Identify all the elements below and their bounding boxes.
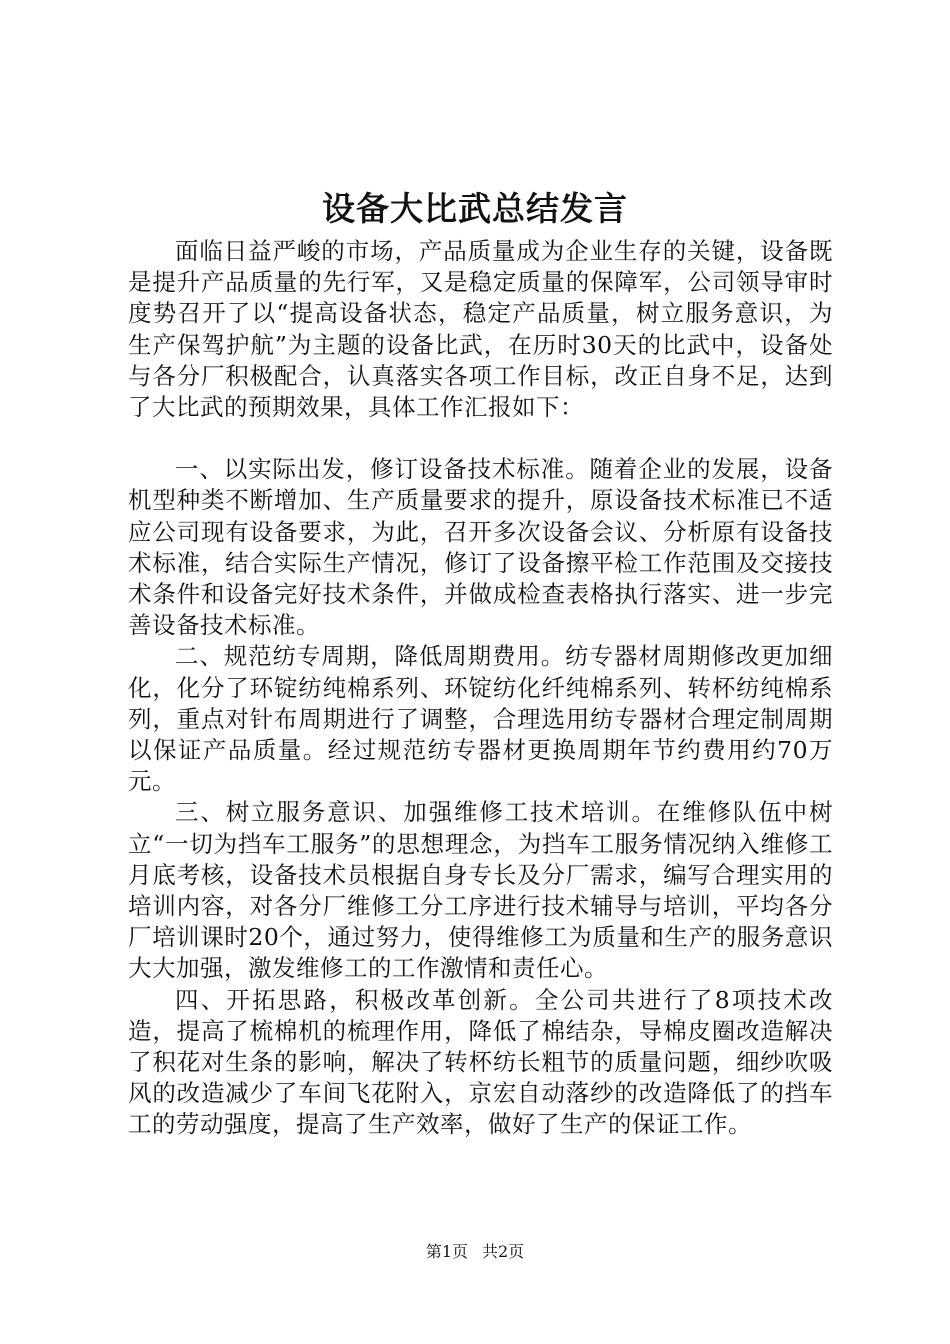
page-total: 共2页	[482, 1242, 525, 1261]
section-paragraph-1: 一、以实际出发，修订设备技术标准。随着企业的发展，设备机型种类不断增加、生产质量要求的提升，原设备技术标准已不适应公司现有设备要求，为此，召开多次设备会议、分析原有设备技术标准，结合实际生产情况，修订了设备擦平检工作范围及交接技术条件和设备完好技术条件，并做成检查表格执行落实、进一步完善设备技术标准。	[128, 455, 833, 640]
page-number: 第1页	[425, 1242, 468, 1261]
page-footer	[0, 1241, 950, 1263]
section-paragraph-4: 四、开拓思路，积极改革创新。全公司共进行了8项技术改造，提高了梳棉机的梳理作用，降低了棉结杂，导棉皮圈改造解决了积花对生条的影响，解决了转杯纺长粗节的质量问题，细纱吹吸风的改造减少了车间飞花附入，京宏自动落纱的改造降低了的挡车工的劳动强度，提高了生产效率，做好了生产的保证工作。	[128, 985, 833, 1139]
section-paragraph-3: 三、树立服务意识、加强维修工技术培训。在维修队伍中树立“一切为挡车工服务”的思想理念，为挡车工服务情况纳入维修工月底考核，设备技术员根据自身专长及分厂需求，编写合理实用的培训内容，对各分厂维修工分工序进行技术辅导与培训，平均各分厂培训课时20个，通过努力，使得维修工为质量和生产的服务意识大大加强，激发维修工的工作激情和责任心。	[128, 798, 833, 983]
intro-paragraph: 面临日益严峻的市场，产品质量成为企业生存的关键，设备既是提升产品质量的先行军，又是稳定质量的保障军，公司领导审时度势召开了以“提高设备状态，稳定产品质量，树立服务意识，为生产保驾护航”为主题的设备比武，在历时30天的比武中，设备处与各分厂积极配合，认真落实各项工作目标，改正自身不足，达到了大比武的预期效果，具体工作汇报如下：	[128, 237, 833, 422]
document-title: 设备大比武总结发言	[322, 189, 628, 228]
document-body	[128, 236, 833, 1141]
section-paragraph-2: 二、规范纺专周期，降低周期费用。纺专器材周期修改更加细化，化分了环锭纺纯棉系列、环锭纺化纤纯棉系列、转杯纺纯棉系列，重点对针布周期进行了调整，合理选用纺专器材合理定制周期以保证产品质量。经过规范纺专器材更换周期年节约费用约70万元。	[128, 642, 833, 796]
